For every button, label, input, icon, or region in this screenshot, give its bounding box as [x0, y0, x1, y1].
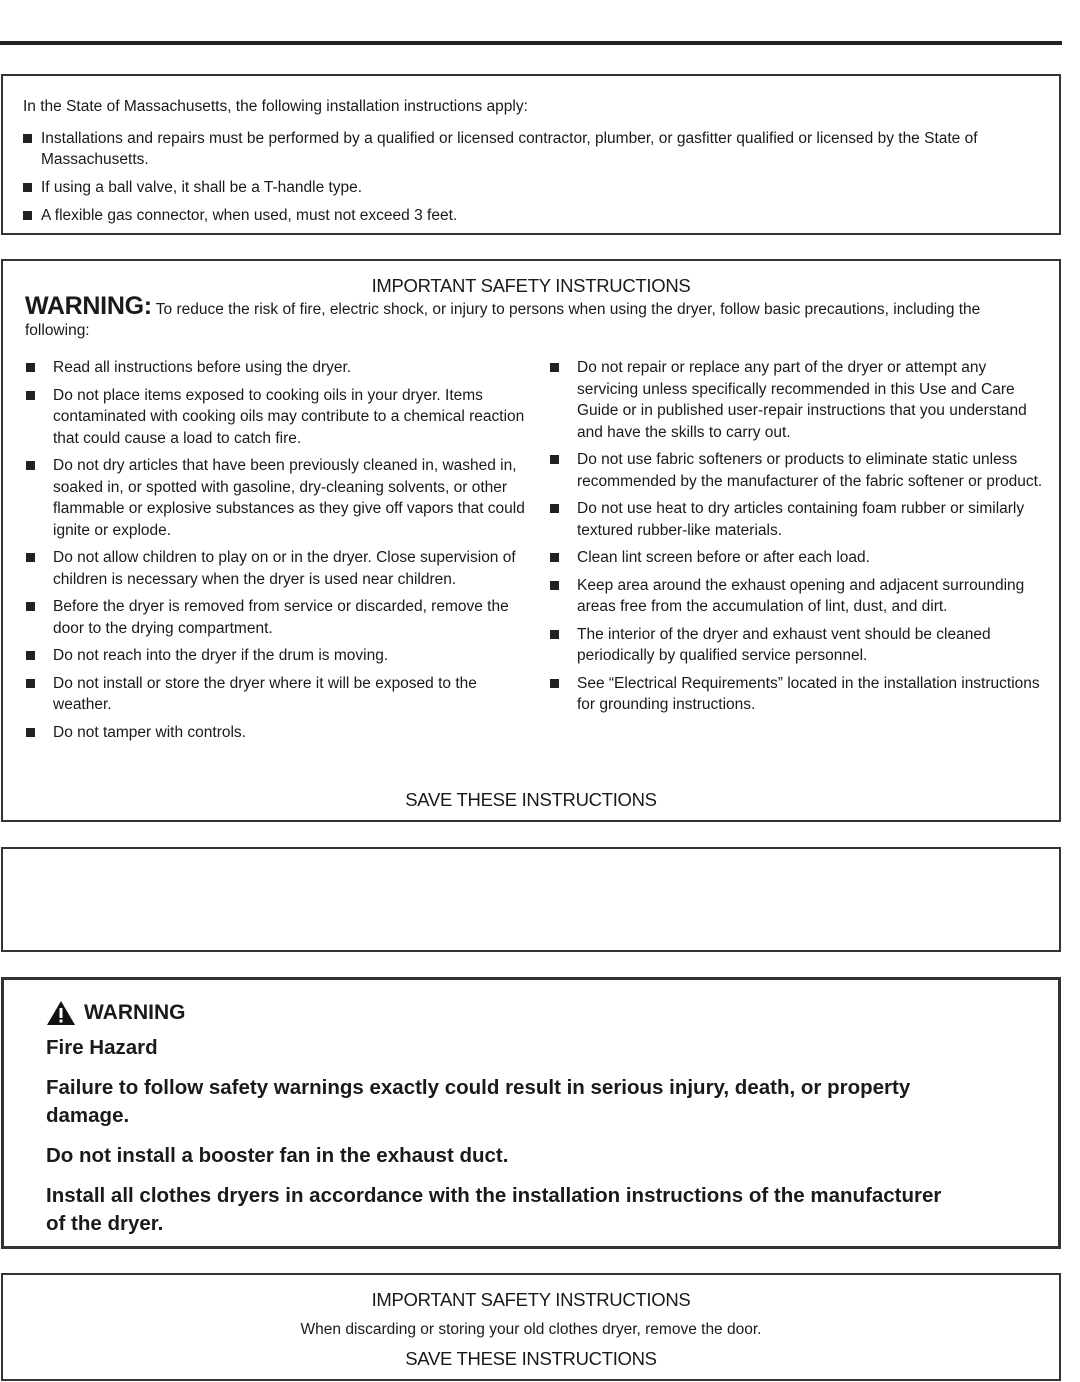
list-item — [25, 722, 525, 744]
list-item-text: Do not tamper with controls. — [53, 723, 246, 741]
list-item-text: Installations and repairs must be performed by a qualified or licensed contractor, plumber, or gasfitter qualified or licensed by the State of Massachusetts. — [41, 130, 978, 168]
bullet-icon — [550, 553, 559, 562]
empty-box — [1, 847, 1061, 952]
bullet-icon — [550, 630, 559, 639]
massachusetts-notice — [1, 74, 1061, 235]
list-item — [25, 596, 525, 639]
list-item — [549, 575, 1049, 618]
warning-line: Do not install a booster fan in the exhaust duct. — [46, 1144, 509, 1167]
discard-text: When discarding or storing your old clothes dryer, remove the door. — [300, 1321, 762, 1338]
list-item-text: Do not reach into the dryer if the drum is moving. — [53, 647, 389, 664]
list-item — [25, 357, 525, 379]
list-item-text: Do not allow children to play on or in the dryer. Close supervision of children is necessary when the dryer is used near children. — [53, 549, 516, 588]
warning-label: WARNING: — [25, 292, 152, 320]
bullet-icon — [26, 391, 35, 400]
list-item — [25, 645, 525, 667]
right-column — [549, 357, 1049, 722]
bullet-icon — [26, 679, 35, 688]
list-item-text: A flexible gas connector, when used, must not exceed 3 feet. — [41, 207, 458, 224]
safety-instructions — [1, 259, 1061, 822]
warning-title-row — [46, 1000, 946, 1026]
bullet-icon — [23, 211, 32, 220]
bullet-icon — [550, 504, 559, 513]
bullet-icon — [23, 134, 32, 143]
fire-hazard-warning — [1, 977, 1061, 1249]
list-item-text: Do not use fabric softeners or products to eliminate static unless recommended by the manufacturer of the fabric softener or product. — [577, 451, 1043, 490]
bullet-icon — [550, 455, 559, 464]
warning-triangle-icon — [46, 1000, 76, 1026]
discard-instructions — [1, 1273, 1061, 1381]
bullet-icon — [550, 363, 559, 372]
list-item-text: Do not use heat to dry articles containing foam rubber or similarly textured rubber-like materials. — [577, 500, 1025, 539]
bullet-icon — [26, 363, 35, 372]
list-item-text: The interior of the dryer and exhaust vent should be cleaned periodically by qualified service personnel. — [577, 625, 991, 664]
bullet-icon — [26, 651, 35, 660]
list-item — [23, 177, 1039, 198]
list-item — [549, 449, 1049, 492]
list-item-text: Do not repair or replace any part of the dryer or attempt any servicing unless specifically recommended in this Use and Care Guide or in published user-repair instructions that you understand and have the skills to carry out. — [577, 359, 1027, 441]
bullet-icon — [26, 728, 35, 737]
list-item — [25, 673, 525, 716]
discard-heading: IMPORTANT SAFETY INSTRUCTIONS — [371, 1289, 691, 1310]
bullet-icon — [26, 553, 35, 562]
save-instructions-heading: SAVE THESE INSTRUCTIONS — [405, 789, 657, 810]
list-item — [549, 498, 1049, 541]
list-item — [23, 128, 1039, 170]
list-item — [25, 547, 525, 590]
bullet-icon — [23, 183, 32, 192]
list-item-text: Do not place items exposed to cooking oils in your dryer. Items contaminated with cooking oils may contribute to a chemical reaction that could cause a load to catch fire. — [53, 386, 525, 447]
list-item-text: Read all instructions before using the dryer. — [53, 359, 352, 376]
list-item-text: Clean lint screen before or after each load. — [577, 549, 870, 566]
list-item — [549, 357, 1049, 443]
bullet-icon — [550, 679, 559, 688]
warning-line: Install all clothes dryers in accordance with the installation instructions of the manufacturer of the dryer. — [46, 1184, 942, 1235]
bullet-icon — [550, 581, 559, 590]
list-item-text: If using a ball valve, it shall be a T-handle type. — [41, 179, 363, 196]
top-rule — [0, 41, 1062, 45]
list-item-text: Before the dryer is removed from service or discarded, remove the door to the drying compartment. — [53, 598, 509, 637]
list-item-text: Do not install or store the dryer where it will be exposed to the weather. — [53, 674, 477, 713]
warning-statement — [25, 292, 1040, 341]
list-item — [25, 455, 525, 541]
fire-warning-content — [46, 1000, 946, 1250]
left-column — [25, 357, 525, 749]
list-item — [549, 673, 1049, 716]
list-item-text: See “Electrical Requirements” located in the installation instructions for grounding instructions. — [577, 674, 1040, 713]
hazard-name: Fire Hazard — [46, 1036, 158, 1059]
list-item — [549, 547, 1049, 569]
bullet-icon — [26, 461, 35, 470]
bullet-icon — [26, 602, 35, 611]
warning-text: To reduce the risk of fire, electric shock, or injury to persons when using the dryer, follow basic precautions, including the following: — [25, 301, 981, 339]
discard-save-heading: SAVE THESE INSTRUCTIONS — [405, 1348, 657, 1369]
list-item-text: Do not dry articles that have been previously cleaned in, washed in, soaked in, or spotted with gasoline, dry-cleaning solvents, or other flammable or explosive substances as they give off vapors that could ignite or explode. — [53, 457, 525, 539]
massachusetts-intro: In the State of Massachusetts, the following installation instructions apply: — [23, 98, 528, 115]
list-item — [549, 624, 1049, 667]
list-item — [23, 205, 1039, 226]
safety-heading: IMPORTANT SAFETY INSTRUCTIONS — [371, 275, 691, 296]
list-item — [25, 385, 525, 450]
warning-line: Failure to follow safety warnings exactly could result in serious injury, death, or property damage. — [46, 1076, 911, 1127]
list-item-text: Keep area around the exhaust opening and adjacent surrounding areas free from the accumulation of lint, dust, and dirt. — [577, 576, 1025, 615]
warning-title: WARNING — [84, 1001, 186, 1024]
